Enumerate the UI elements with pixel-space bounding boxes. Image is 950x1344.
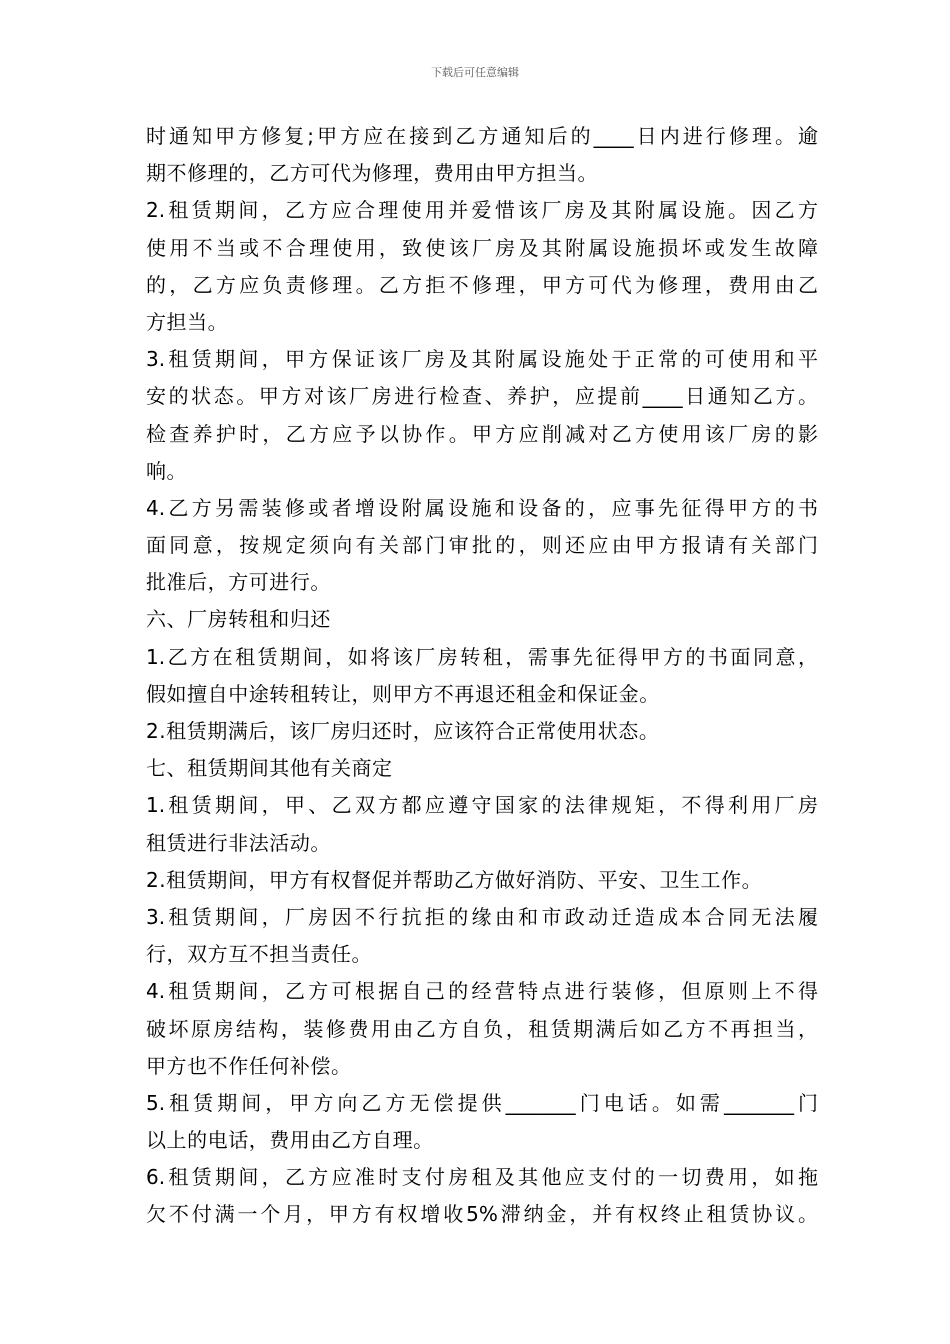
paragraph-line: 使用不当或不合理使用，致使该厂房及其附属设施损坏或发生故障	[146, 235, 818, 260]
paragraph-line: 2.租赁期间，甲方有权督促并帮助乙方做好消防、平安、卫生工作。	[146, 867, 763, 892]
paragraph-line: 1.租赁期间，甲、乙双方都应遵守国家的法律规矩，不得利用厂房	[146, 793, 818, 818]
paragraph-line: 安的状态。甲方对该厂房进行检查、养护，应提前____日通知乙方。	[146, 384, 818, 409]
paragraph-line: 假如擅自中途转租转让，则甲方不再退还租金和保证金。	[146, 681, 660, 706]
paragraph-line: 6.租赁期间，乙方应准时支付房租及其他应支付的一切费用，如拖	[146, 1165, 818, 1190]
paragraph-line: 1.乙方在租赁期间，如将该厂房转租，需事先征得甲方的书面同意，	[146, 644, 818, 669]
paragraph-line: 3.租赁期间，厂房因不行抗拒的缘由和市政动迁造成本合同无法履	[146, 904, 818, 929]
paragraph-line: 2.租赁期间，乙方应合理使用并爱惜该厂房及其附属设施。因乙方	[146, 198, 818, 223]
paragraph-line: 以上的电话，费用由乙方自理。	[146, 1128, 434, 1153]
paragraph-line: 响。	[146, 458, 188, 483]
paragraph-line: 时通知甲方修复;甲方应在接到乙方通知后的____日内进行修理。逾	[146, 124, 818, 148]
paragraph-line: 租赁进行非法活动。	[146, 830, 331, 855]
paragraph-line: 的，乙方应负责修理。乙方拒不修理，甲方可代为修理，费用由乙	[146, 272, 818, 297]
paragraph-line: 面同意，按规定须向有关部门审批的，则还应由甲方报请有关部门	[146, 533, 818, 558]
section-heading: 六、厂房转租和归还	[146, 607, 331, 632]
paragraph-line: 期不修理的，乙方可代为修理，费用由甲方担当。	[146, 161, 599, 186]
paragraph-line: 批准后，方可进行。	[146, 570, 331, 595]
paragraph-line: 行，双方互不担当责任。	[146, 942, 373, 967]
paragraph-line: 2.租赁期满后，该厂房归还时，应该符合正常使用状态。	[146, 719, 660, 743]
paragraph-line: 欠不付满一个月，甲方有权增收5%滞纳金，并有权终止租赁协议。	[146, 1202, 818, 1227]
contract-body	[146, 118, 818, 1234]
paragraph-line: 3.租赁期间，甲方保证该厂房及其附属设施处于正常的可使用和平	[146, 347, 818, 372]
paragraph-line: 甲方也不作任何补偿。	[146, 1053, 352, 1078]
section-heading: 七、租赁期间其他有关商定	[146, 756, 393, 781]
paragraph-line: 4.乙方另需装修或者增设附属设施和设备的，应事先征得甲方的书	[146, 495, 818, 520]
paragraph-line: 破坏原房结构，装修费用由乙方自负，租赁期满后如乙方不再担当，	[146, 1016, 818, 1041]
paragraph-line: 4.租赁期间，乙方可根据自己的经营特点进行装修，但原则上不得	[146, 979, 818, 1004]
page-header: 下载后可任意编辑	[431, 66, 519, 79]
paragraph-line: 5.租赁期间，甲方向乙方无偿提供_______门电话。如需_______门	[146, 1090, 818, 1115]
paragraph-line: 方担当。	[146, 309, 229, 334]
paragraph-line: 检查养护时，乙方应予以协作。甲方应削减对乙方使用该厂房的影	[146, 421, 818, 446]
